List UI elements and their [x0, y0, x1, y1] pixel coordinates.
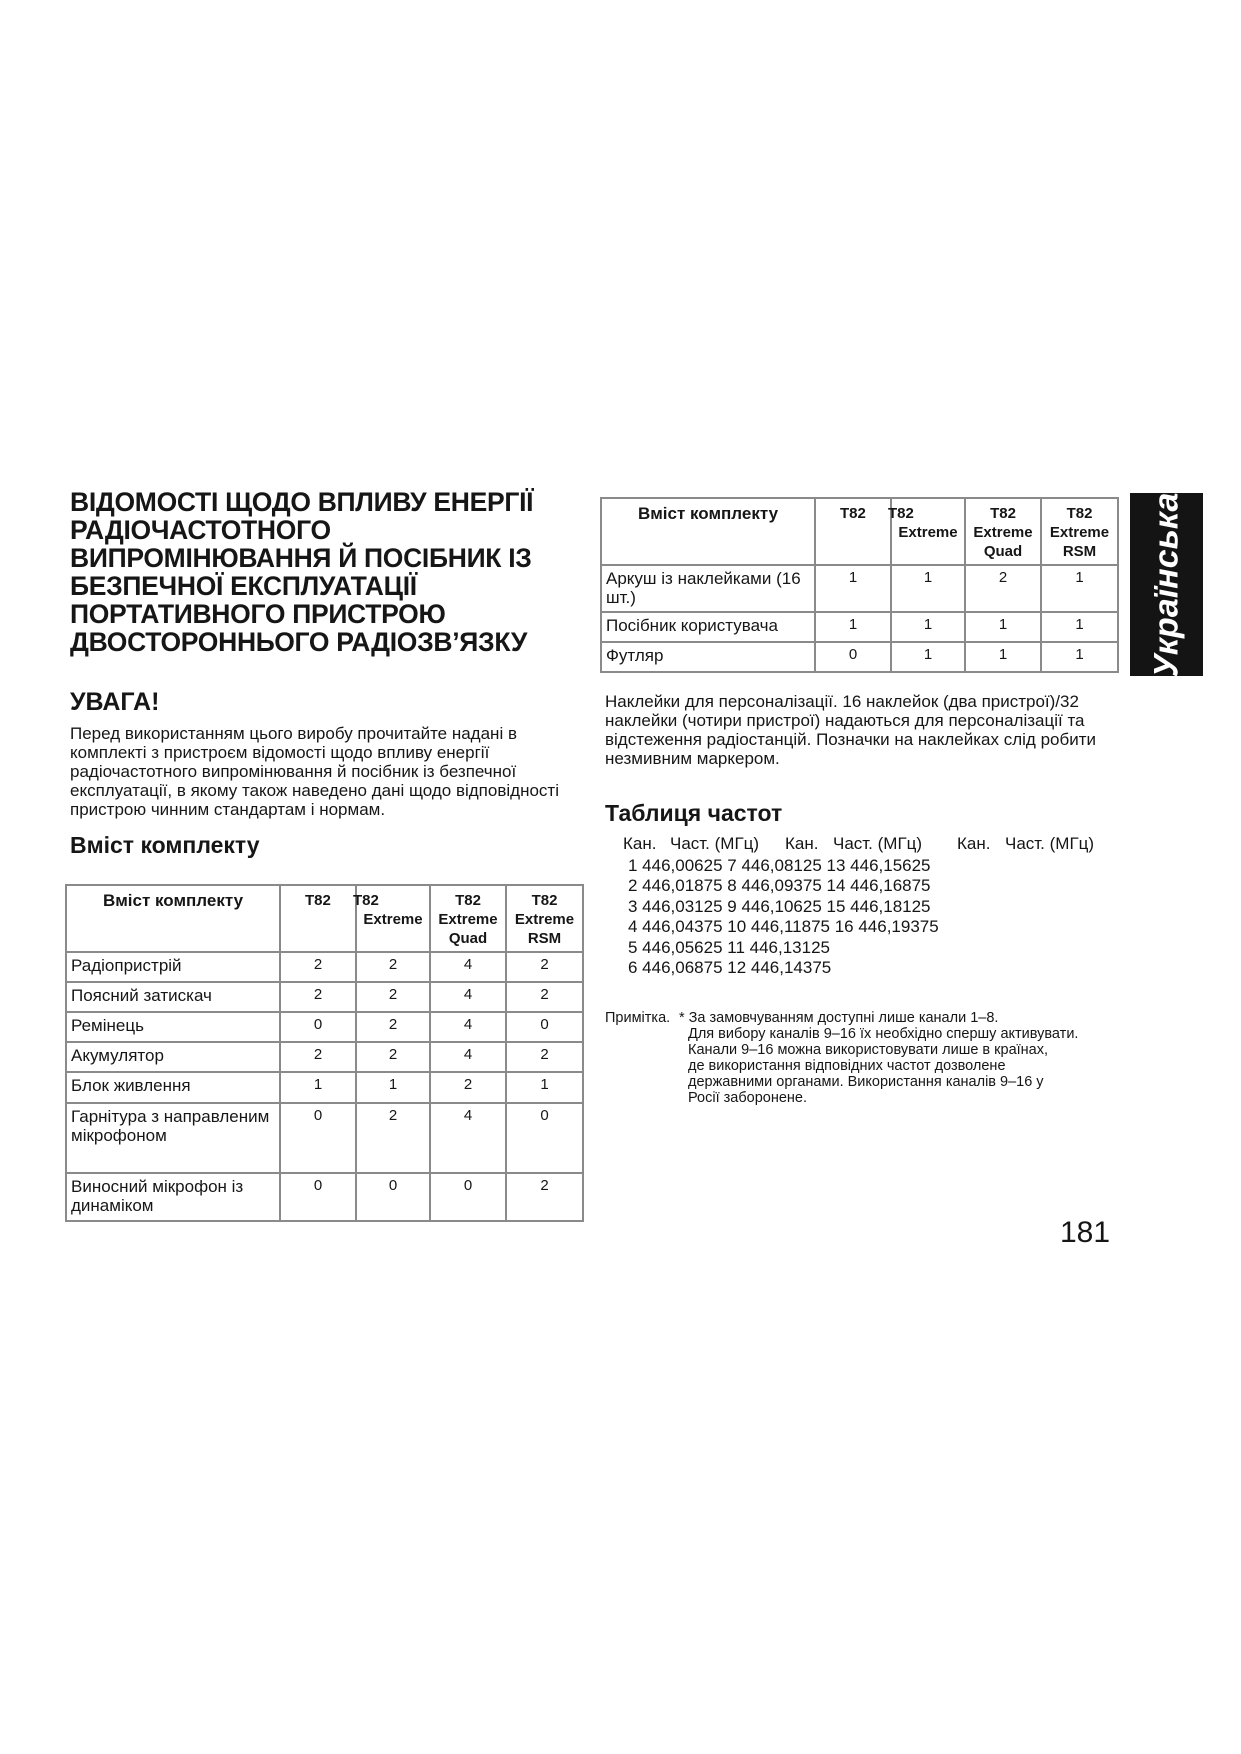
header-model-t82-extreme: T82 Extreme: [891, 498, 965, 565]
kit-contents-heading: Вміст комплекту: [70, 832, 260, 858]
qty-cell: 2: [506, 982, 583, 1012]
qty-cell: 0: [280, 1012, 356, 1042]
frequency-row: 3 446,03125 9 446,10625 15 446,18125: [628, 897, 931, 916]
note-line: Канали 9–16 можна використовувати лише в країнах,: [688, 1042, 1049, 1058]
item-label: Блок живлення: [66, 1072, 280, 1103]
header-model-t82-extreme-rsm: T82 Extreme RSM: [506, 885, 583, 952]
qty-cell: 2: [506, 1042, 583, 1072]
kit-contents-table: [65, 884, 584, 1222]
note-line: Для вибору каналів 9–16 їх необхідно спершу активувати.: [688, 1026, 1079, 1042]
qty-cell: 2: [356, 952, 430, 982]
header-model-t82-extreme-quad: T82 Extreme Quad: [430, 885, 506, 952]
qty-cell: 2: [280, 1042, 356, 1072]
qty-cell: 1: [280, 1072, 356, 1103]
qty-cell: 4: [430, 982, 506, 1012]
qty-cell: 0: [506, 1103, 583, 1173]
qty-cell: 2: [356, 982, 430, 1012]
item-label: Виносний мікрофон із динаміком: [66, 1173, 280, 1221]
qty-cell: 4: [430, 952, 506, 982]
qty-cell: 1: [891, 642, 965, 672]
table-row: [601, 565, 1118, 612]
language-tab-label: Українська: [1147, 492, 1185, 677]
col-frequency: Част. (МГц): [670, 834, 760, 853]
col-channel: Кан.: [623, 834, 657, 853]
qty-cell: 4: [430, 1103, 506, 1173]
qty-cell: 0: [280, 1103, 356, 1173]
qty-cell: 2: [280, 952, 356, 982]
qty-cell: 2: [506, 1173, 583, 1221]
table-row: [66, 1012, 583, 1042]
frequency-row: 4 446,04375 10 446,11875 16 446,19375: [628, 916, 939, 936]
header-model-t82: T82: [280, 885, 356, 952]
qty-cell: 0: [430, 1173, 506, 1221]
item-label: Радіопристрій: [66, 952, 280, 982]
qty-cell: 2: [506, 952, 583, 982]
item-label: Ремінець: [66, 1012, 280, 1042]
frequency-table-heading: Таблиця частот: [605, 800, 783, 826]
note-line: Росії заборонене.: [688, 1090, 808, 1106]
frequency-table-header: [605, 834, 1125, 856]
qty-cell: 1: [815, 612, 891, 642]
frequency-row: 5 446,05625 11 446,13125: [628, 938, 830, 957]
qty-cell: 1: [506, 1072, 583, 1103]
footnote: [605, 1010, 1125, 1106]
table-row: [66, 952, 583, 982]
item-label: Акумулятор: [66, 1042, 280, 1072]
item-label: Футляр: [601, 642, 815, 672]
frequency-row: 2 446,01875 8 446,09375 14 446,16875: [628, 875, 931, 895]
qty-cell: 0: [356, 1173, 430, 1221]
qty-cell: 1: [965, 642, 1041, 672]
header-model-t82-extreme: T82 Extreme: [356, 885, 430, 952]
qty-cell: 0: [280, 1173, 356, 1221]
kit-contents-table-2: [600, 497, 1119, 673]
col-frequency: Част. (МГц): [1005, 834, 1095, 853]
warning-text: Перед використанням цього виробу прочитайте надані в комплекті з пристроєм відомості щодо впливу енергії радіочастотного випромінювання й посібник із безпечної експлуатації, в якому також наведено дані щодо відповідності пристрою чинним стандартам і нормам.: [70, 724, 559, 819]
item-label: Посібник користувача: [601, 612, 815, 642]
frequency-row: 1 446,00625 7 446,08125 13 446,15625: [628, 856, 931, 875]
language-tab: [1130, 493, 1203, 676]
warning-heading: УВАГА!: [70, 688, 160, 716]
table-row: [601, 612, 1118, 642]
frequency-table: [605, 834, 1125, 977]
qty-cell: 4: [430, 1012, 506, 1042]
qty-cell: 4: [430, 1042, 506, 1072]
qty-cell: 1: [1041, 565, 1118, 612]
kit-table-header: [66, 885, 583, 952]
col-channel: Кан.: [785, 834, 819, 853]
header-model-t82-extreme-quad: T82 Extreme Quad: [965, 498, 1041, 565]
table-row: [66, 982, 583, 1012]
table-row: [601, 642, 1118, 672]
header-contents: Вміст комплекту: [601, 498, 815, 565]
note-line: де використання відповідних частот дозволене: [688, 1058, 1006, 1074]
item-label: Поясний затискач: [66, 982, 280, 1012]
header-model-t82-extreme-rsm: T82 Extreme RSM: [1041, 498, 1118, 565]
col-frequency: Част. (МГц): [833, 834, 923, 853]
kit-table-header: [601, 498, 1118, 565]
note-line: державними органами. Використання каналів 9–16 у: [688, 1074, 1044, 1090]
table-row: [66, 1173, 583, 1221]
stickers-text: Наклейки для персоналізації. 16 наклейок (два пристрої)/32 наклейки (чотири пристрої) надаються для персоналізації та відстеження радіостанцій. Позначки на наклейках слід робити незмивним маркером.: [605, 692, 1096, 768]
qty-cell: 2: [356, 1103, 430, 1173]
note-line: * За замовчуванням доступні лише канали 1–8.: [679, 1010, 999, 1026]
qty-cell: 1: [891, 612, 965, 642]
qty-cell: 2: [430, 1072, 506, 1103]
page-title: ВІДОМОСТІ ЩОДО ВПЛИВУ ЕНЕРГІЇ РАДІОЧАСТОТНОГО ВИПРОМІНЮВАННЯ Й ПОСІБНИК ІЗ БЕЗПЕЧНОЇ ЕКСПЛУАТАЦІЇ ПОРТАТИВНОГО ПРИСТРОЮ ДВОСТОРОННЬОГО РАДІОЗВ’ЯЗКУ: [70, 487, 534, 657]
page-number: 181: [1060, 1216, 1111, 1249]
item-label: Аркуш із наклейками (16 шт.): [601, 565, 815, 612]
header-contents: Вміст комплекту: [66, 885, 280, 952]
table-row: [66, 1042, 583, 1072]
qty-cell: 2: [965, 565, 1041, 612]
qty-cell: 1: [1041, 642, 1118, 672]
qty-cell: 2: [280, 982, 356, 1012]
item-label: Гарнітура з направленим мікрофоном: [66, 1103, 280, 1173]
qty-cell: 0: [815, 642, 891, 672]
qty-cell: 0: [506, 1012, 583, 1042]
table-row: [66, 1072, 583, 1103]
header-model-t82: T82: [815, 498, 891, 565]
qty-cell: 2: [356, 1042, 430, 1072]
note-label: Примітка.: [605, 1010, 671, 1026]
qty-cell: 1: [356, 1072, 430, 1103]
col-channel: Кан.: [957, 834, 991, 853]
table-row: [66, 1103, 583, 1173]
qty-cell: 1: [965, 612, 1041, 642]
qty-cell: 1: [1041, 612, 1118, 642]
qty-cell: 1: [815, 565, 891, 612]
frequency-row: 6 446,06875 12 446,14375: [628, 957, 832, 977]
qty-cell: 1: [891, 565, 965, 612]
qty-cell: 2: [356, 1012, 430, 1042]
